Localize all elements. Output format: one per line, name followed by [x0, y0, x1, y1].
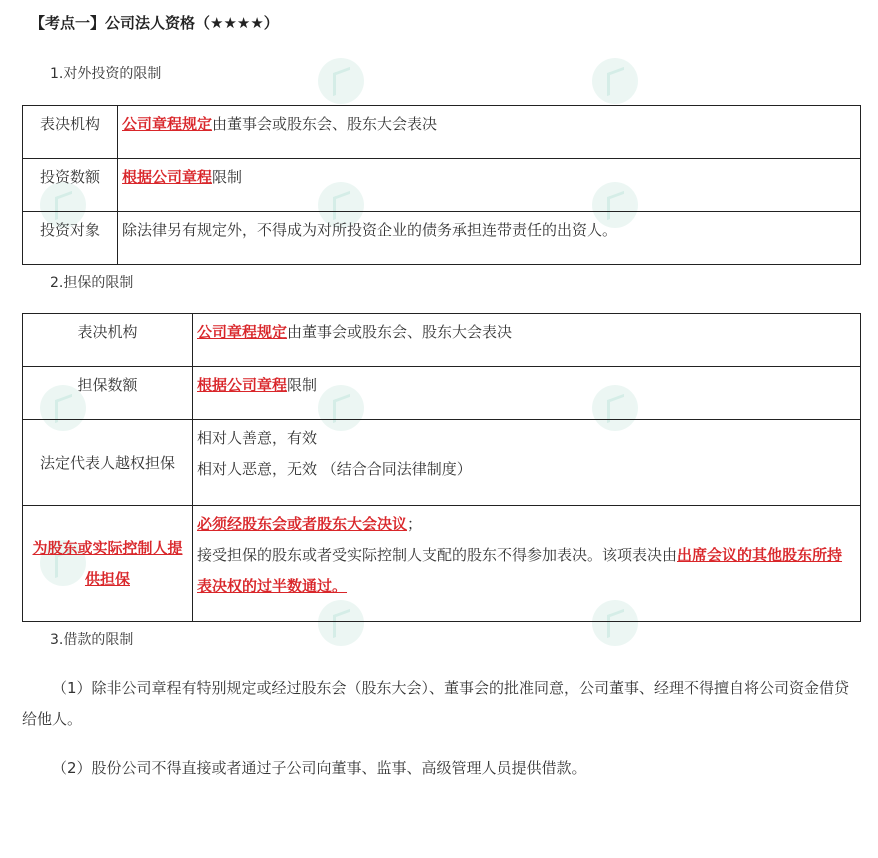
section-title-loan: 3.借款的限制	[50, 632, 134, 648]
row-text: 除法律另有规定外，不得成为对所投资企业的债务承担连带责任的出资人。	[122, 221, 618, 239]
row-text: 接受担保的股东或者受实际控制人支配的股东不得参加表决。该项表决由	[197, 546, 678, 564]
highlight-text: 出席会议的其他股东所持表决权的过半数通过。	[197, 546, 843, 595]
row-text: 由董事会或股东会、股东大会表决	[212, 115, 438, 133]
highlight-text: 根据公司章程	[197, 376, 288, 394]
watermark-logo-icon	[592, 58, 638, 104]
table-row	[23, 106, 861, 159]
table-row	[23, 420, 861, 506]
paragraph: （1）除非公司章程有特别规定或经过股东会（股东大会）、董事会的批准同意，公司董事、经理不得擅自将公司资金借贷给他人。	[22, 679, 850, 728]
highlight-text: 公司章程规定	[197, 323, 288, 341]
row-text: ；	[407, 515, 423, 533]
row-text: 限制	[212, 168, 243, 186]
row-label: 投资对象	[39, 221, 100, 239]
investment-limit-table	[22, 105, 861, 265]
row-text: 限制	[287, 376, 318, 394]
row-label: 法定代表人越权担保	[39, 453, 175, 472]
guarantee-limit-table	[22, 313, 861, 622]
row-label: 投资数额	[39, 168, 100, 186]
table-row	[23, 506, 861, 622]
section-title-guarantee: 2.担保的限制	[50, 275, 134, 291]
row-text: 相对人善意，有效	[197, 429, 318, 447]
watermark-logo-icon	[318, 58, 364, 104]
highlight-text: 必须经股东会或者股东大会决议	[197, 515, 408, 533]
row-label: 为股东或实际控制人提供担保	[32, 538, 183, 588]
table-row	[23, 367, 861, 420]
row-text: 相对人恶意，无效 （结合合同法律制度）	[197, 460, 472, 478]
table-row	[23, 159, 861, 212]
table-row	[23, 314, 861, 367]
table-row	[23, 212, 861, 265]
highlight-text: 公司章程规定	[122, 115, 213, 133]
section-title-investment: 1.对外投资的限制	[50, 66, 162, 82]
row-label: 表决机构	[39, 115, 100, 133]
paragraph: （2）股份公司不得直接或者通过子公司向董事、监事、高级管理人员提供借款。	[52, 759, 587, 777]
highlight-text: 根据公司章程	[122, 168, 213, 186]
row-label: 表决机构	[77, 323, 138, 341]
row-text: 由董事会或股东会、股东大会表决	[287, 323, 513, 341]
page-title: 【考点一】公司法人资格（★★★★）	[30, 14, 279, 32]
row-label: 担保数额	[77, 376, 138, 394]
